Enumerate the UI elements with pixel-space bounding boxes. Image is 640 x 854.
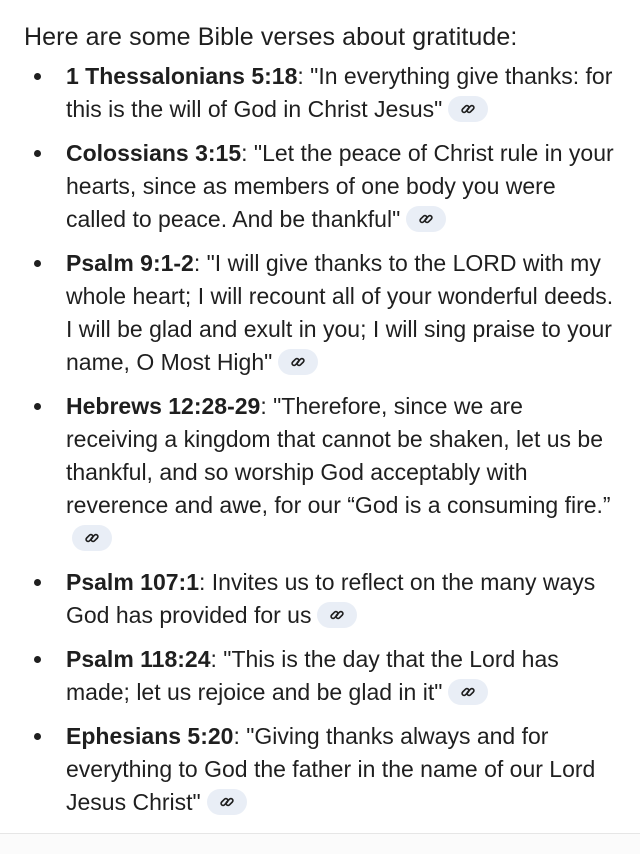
bullet-icon — [34, 733, 41, 740]
source-link-button[interactable] — [317, 602, 357, 628]
link-icon — [84, 530, 100, 546]
list-item — [24, 390, 620, 555]
verse-reference: Psalm 118:24 — [66, 646, 211, 672]
verse-text: : "Let the peace of Christ rule in your hearts, since as members of one body you were called to peace. And be thankful" — [66, 140, 614, 232]
link-icon — [329, 607, 345, 623]
bullet-icon — [34, 403, 41, 410]
list-item — [24, 566, 620, 632]
link-icon — [290, 354, 306, 370]
source-link-button[interactable] — [448, 96, 488, 122]
list-item — [24, 60, 620, 126]
bullet-icon — [34, 150, 41, 157]
link-icon — [460, 101, 476, 117]
source-link-button[interactable] — [448, 679, 488, 705]
list-item — [24, 720, 620, 819]
list-item — [24, 247, 620, 379]
bullet-icon — [34, 656, 41, 663]
link-icon — [460, 684, 476, 700]
source-link-button[interactable] — [72, 525, 112, 551]
bullet-icon — [34, 579, 41, 586]
verse-text: : "In everything give thanks: for this is the will of God in Christ Jesus" — [66, 63, 613, 122]
verse-reference: Psalm 107:1 — [66, 569, 199, 595]
verse-reference: Ephesians 5:20 — [66, 723, 234, 749]
verse-text: : Invites us to reflect on the many ways God has provided for us — [66, 569, 596, 628]
list-item — [24, 643, 620, 709]
list-item — [24, 137, 620, 236]
verse-reference: Colossians 3:15 — [66, 140, 242, 166]
link-icon — [418, 211, 434, 227]
verse-text: : "Giving thanks always and for everything to God the father in the name of our Lord Jesus Christ" — [66, 723, 596, 815]
source-link-button[interactable] — [406, 206, 446, 232]
link-icon — [219, 794, 235, 810]
intro-text: Here are some Bible verses about gratitude: — [24, 23, 518, 51]
bullet-icon — [34, 73, 41, 80]
bottom-divider — [0, 833, 640, 854]
verse-text: : "I will give thanks to the LORD with my whole heart; I will recount all of your wonderful deeds. I will be glad and exult in you; I will sing praise to your name, O Most High" — [66, 250, 614, 375]
verse-reference: Psalm 9:1-2 — [66, 250, 194, 276]
source-link-button[interactable] — [278, 349, 318, 375]
verse-text: : "This is the day that the Lord has made; let us rejoice and be glad in it" — [66, 646, 559, 705]
verse-reference: Hebrews 12:28-29 — [66, 393, 261, 419]
verse-list — [24, 60, 620, 819]
verse-text: : "Therefore, since we are receiving a kingdom that cannot be shaken, let us be thankful, and so worship God acceptably with reverence and awe, for our “God is a consuming fire.” — [66, 393, 611, 518]
response-content — [24, 20, 620, 830]
verse-reference: 1 Thessalonians 5:18 — [66, 63, 298, 89]
bullet-icon — [34, 260, 41, 267]
source-link-button[interactable] — [207, 789, 247, 815]
